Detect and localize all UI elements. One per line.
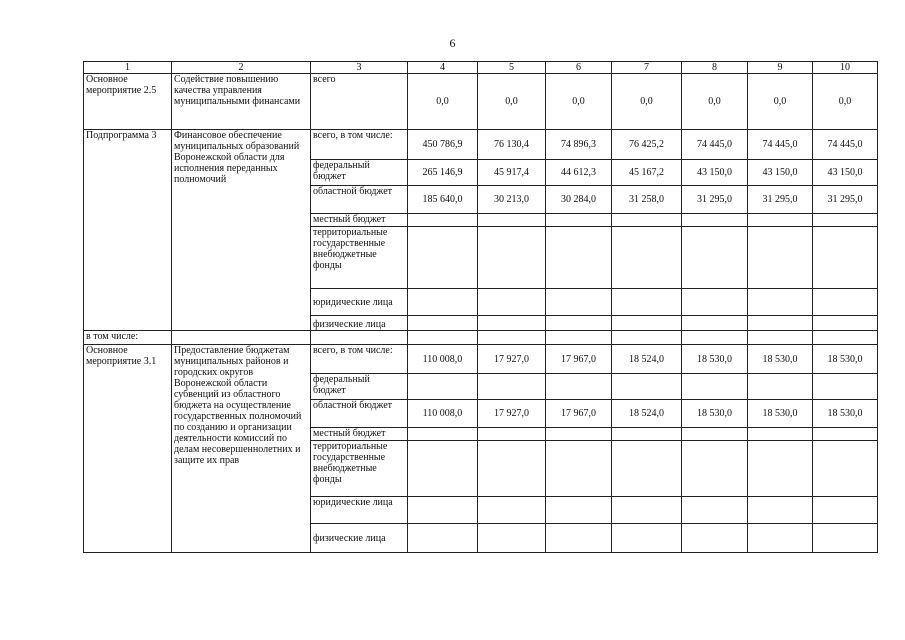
column-header: 4 xyxy=(408,62,478,74)
value-cell: 76 425,2 xyxy=(612,130,682,160)
table-body xyxy=(84,62,878,553)
value-cell: 43 150,0 xyxy=(682,160,748,186)
value-cell xyxy=(813,374,878,400)
value-cell: 30 213,0 xyxy=(478,186,546,214)
value-cell: 450 786,9 xyxy=(408,130,478,160)
value-cell xyxy=(546,428,612,441)
value-cell: 18 530,0 xyxy=(813,345,878,374)
value-cell xyxy=(748,428,813,441)
value-cell xyxy=(478,374,546,400)
value-cell xyxy=(813,524,878,553)
table-row xyxy=(84,331,878,345)
value-cell xyxy=(478,289,546,316)
value-cell xyxy=(682,374,748,400)
column-header: 3 xyxy=(311,62,408,74)
value-cell: 0,0 xyxy=(612,74,682,130)
value-cell: 18 530,0 xyxy=(748,345,813,374)
value-cell xyxy=(612,497,682,524)
value-cell xyxy=(478,227,546,289)
value-cell: 18 524,0 xyxy=(612,400,682,428)
value-cell: 18 530,0 xyxy=(682,400,748,428)
value-cell: 0,0 xyxy=(682,74,748,130)
value-cell xyxy=(813,214,878,227)
value-cell xyxy=(682,214,748,227)
table-row xyxy=(84,74,878,130)
value-cell xyxy=(682,497,748,524)
value-cell xyxy=(546,214,612,227)
value-cell xyxy=(748,497,813,524)
value-cell: 74 445,0 xyxy=(813,130,878,160)
value-cell xyxy=(813,428,878,441)
column-header: 7 xyxy=(612,62,682,74)
value-cell xyxy=(612,441,682,497)
row-label: федеральный бюджет xyxy=(311,160,408,186)
value-cell xyxy=(478,316,546,331)
value-cell xyxy=(408,374,478,400)
value-cell xyxy=(612,214,682,227)
row-name: Финансовое обеспечение муниципальных образований Воронежской области для исполнения переданных полномочий xyxy=(172,130,311,331)
column-header: 1 xyxy=(84,62,172,74)
page-number: 6 xyxy=(449,36,456,50)
value-cell: 110 008,0 xyxy=(408,345,478,374)
value-cell: 265 146,9 xyxy=(408,160,478,186)
value-cell xyxy=(813,441,878,497)
value-cell: 110 008,0 xyxy=(408,400,478,428)
value-cell xyxy=(612,289,682,316)
value-cell: 45 167,2 xyxy=(612,160,682,186)
value-cell: 17 967,0 xyxy=(546,345,612,374)
value-cell: 74 445,0 xyxy=(682,130,748,160)
value-cell: 0,0 xyxy=(408,74,478,130)
value-cell xyxy=(478,214,546,227)
row-label: физические лица xyxy=(311,316,408,331)
row-label: физические лица xyxy=(311,524,408,553)
value-cell xyxy=(408,428,478,441)
budget-table xyxy=(83,61,878,553)
value-cell xyxy=(612,316,682,331)
value-cell: 44 612,3 xyxy=(546,160,612,186)
value-cell: 76 130,4 xyxy=(478,130,546,160)
row-code: Основное мероприятие 2.5 xyxy=(84,74,172,130)
column-header: 8 xyxy=(682,62,748,74)
value-cell xyxy=(546,374,612,400)
column-header: 10 xyxy=(813,62,878,74)
value-cell: 30 284,0 xyxy=(546,186,612,214)
row-label: юридические лица xyxy=(311,497,408,524)
value-cell: 31 258,0 xyxy=(612,186,682,214)
value-cell xyxy=(682,289,748,316)
value-cell: 18 524,0 xyxy=(612,345,682,374)
value-cell: 18 530,0 xyxy=(682,345,748,374)
row-label: федеральный бюджет xyxy=(311,374,408,400)
value-cell: 0,0 xyxy=(478,74,546,130)
value-cell xyxy=(748,289,813,316)
value-cell xyxy=(682,227,748,289)
row-label: всего, в том числе: xyxy=(311,345,408,374)
value-cell xyxy=(408,289,478,316)
table-row xyxy=(84,345,878,374)
value-cell xyxy=(748,374,813,400)
value-cell xyxy=(546,227,612,289)
row-label: территориальные государственные внебюджетные фонды xyxy=(311,441,408,497)
row-code: Основное мероприятие 3.1 xyxy=(84,345,172,553)
value-cell: 45 917,4 xyxy=(478,160,546,186)
value-cell xyxy=(612,374,682,400)
value-cell xyxy=(408,524,478,553)
value-cell xyxy=(478,441,546,497)
value-cell xyxy=(612,227,682,289)
column-header: 2 xyxy=(172,62,311,74)
row-label: всего xyxy=(311,74,408,130)
row-code: Подпрограмма 3 xyxy=(84,130,172,331)
value-cell xyxy=(408,214,478,227)
value-cell xyxy=(478,428,546,441)
value-cell: 31 295,0 xyxy=(748,186,813,214)
value-cell xyxy=(408,227,478,289)
value-cell xyxy=(612,428,682,441)
value-cell xyxy=(813,316,878,331)
row-label: областной бюджет xyxy=(311,186,408,214)
header-row xyxy=(84,62,878,74)
value-cell: 31 295,0 xyxy=(813,186,878,214)
value-cell: 0,0 xyxy=(748,74,813,130)
value-cell xyxy=(748,441,813,497)
row-label: территориальные государственные внебюджетные фонды xyxy=(311,227,408,289)
value-cell: 43 150,0 xyxy=(748,160,813,186)
value-cell xyxy=(546,316,612,331)
value-cell xyxy=(748,227,813,289)
value-cell xyxy=(748,524,813,553)
row-name: Содействие повышению качества управления муниципальными финансами xyxy=(172,74,311,130)
value-cell xyxy=(546,441,612,497)
value-cell: 17 927,0 xyxy=(478,400,546,428)
value-cell xyxy=(813,289,878,316)
value-cell: 18 530,0 xyxy=(813,400,878,428)
value-cell xyxy=(408,441,478,497)
row-label: всего, в том числе: xyxy=(311,130,408,160)
column-header: 5 xyxy=(478,62,546,74)
value-cell: 74 445,0 xyxy=(748,130,813,160)
row-label: местный бюджет xyxy=(311,428,408,441)
row-label: местный бюджет xyxy=(311,214,408,227)
value-cell: 17 927,0 xyxy=(478,345,546,374)
value-cell xyxy=(408,316,478,331)
value-cell xyxy=(813,497,878,524)
value-cell xyxy=(612,524,682,553)
value-cell xyxy=(546,497,612,524)
row-label: юридические лица xyxy=(311,289,408,316)
row-label: областной бюджет xyxy=(311,400,408,428)
in-that-number-label: в том числе: xyxy=(84,331,172,345)
value-cell xyxy=(682,428,748,441)
value-cell xyxy=(478,524,546,553)
value-cell xyxy=(748,316,813,331)
value-cell xyxy=(408,497,478,524)
value-cell xyxy=(813,227,878,289)
value-cell: 0,0 xyxy=(813,74,878,130)
value-cell xyxy=(748,214,813,227)
value-cell: 17 967,0 xyxy=(546,400,612,428)
value-cell: 185 640,0 xyxy=(408,186,478,214)
value-cell: 31 295,0 xyxy=(682,186,748,214)
table-row xyxy=(84,130,878,160)
value-cell xyxy=(478,497,546,524)
value-cell xyxy=(682,441,748,497)
value-cell: 0,0 xyxy=(546,74,612,130)
column-header: 6 xyxy=(546,62,612,74)
value-cell: 43 150,0 xyxy=(813,160,878,186)
value-cell: 74 896,3 xyxy=(546,130,612,160)
value-cell xyxy=(546,524,612,553)
row-name: Предоставление бюджетам муниципальных районов и городских округов Воронежской области субвенций из областного бюджета на осуществление государственных полномочий по созданию и организации деятельности комиссий по делам несовершеннолетних и защите их прав xyxy=(172,345,311,553)
value-cell xyxy=(682,316,748,331)
column-header: 9 xyxy=(748,62,813,74)
value-cell xyxy=(682,524,748,553)
value-cell: 18 530,0 xyxy=(748,400,813,428)
value-cell xyxy=(546,289,612,316)
